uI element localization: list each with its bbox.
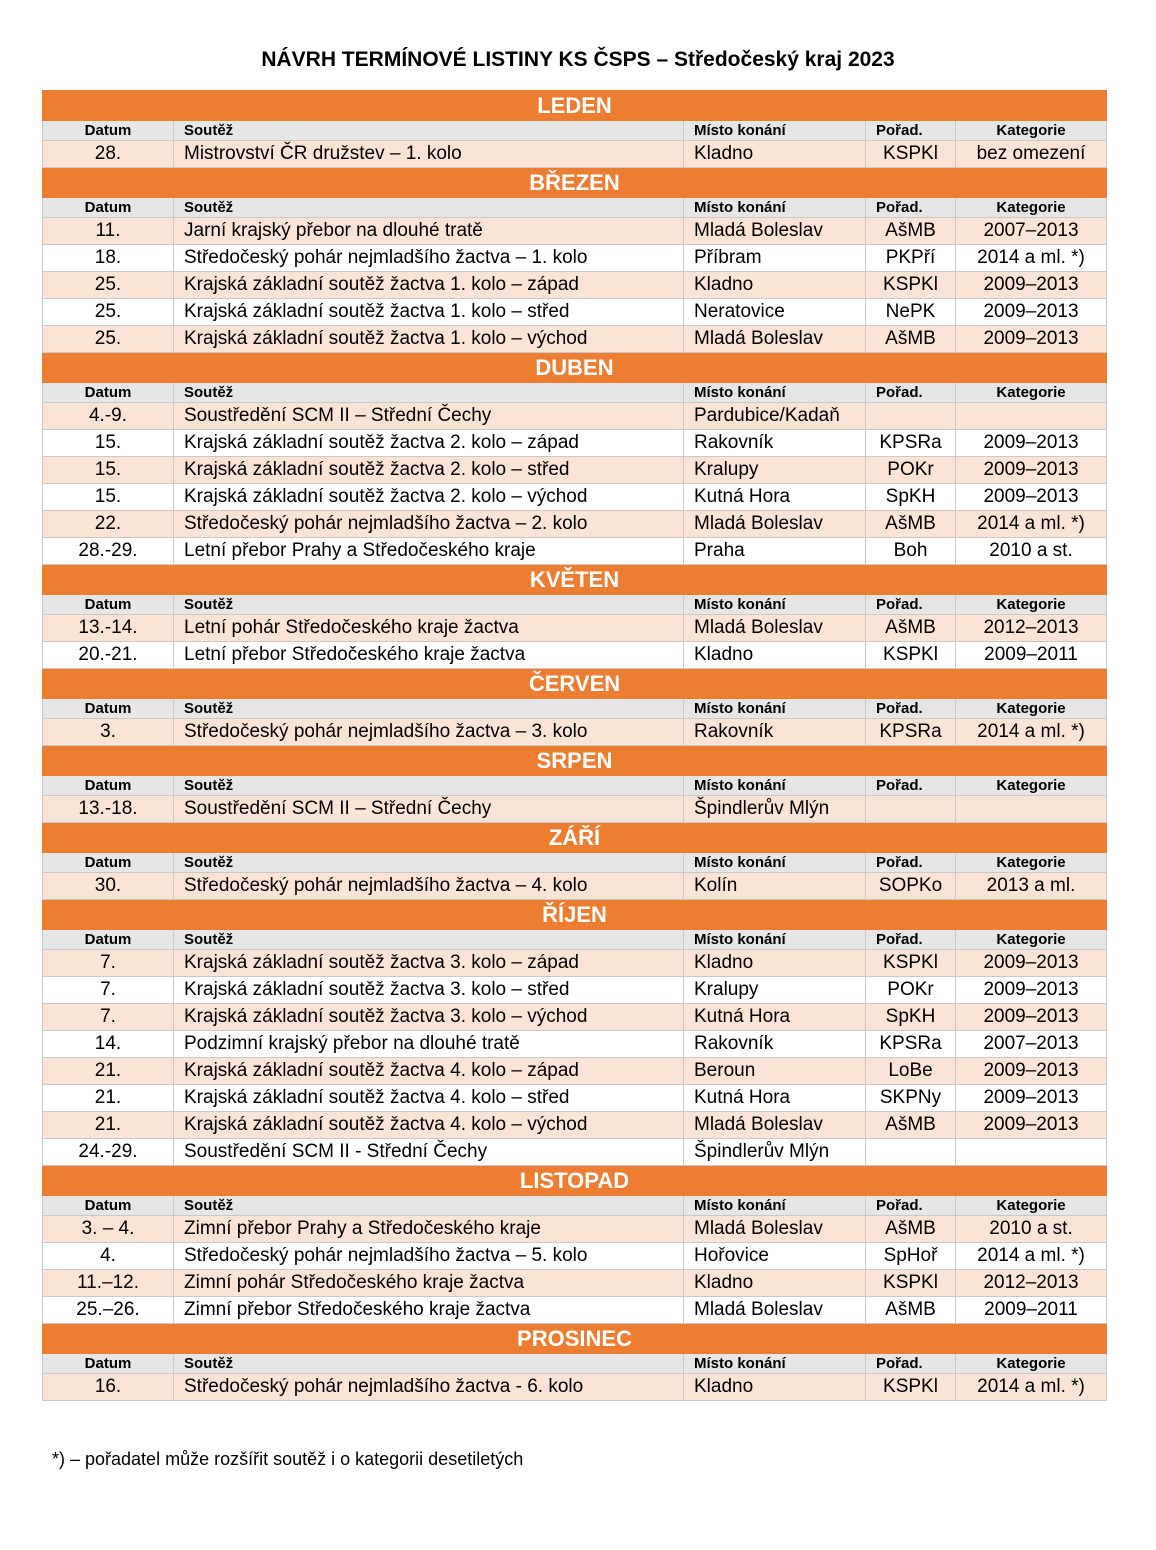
event-name: Jarní krajský přebor na dlouhé tratě [174, 218, 684, 245]
event-category: 2010 a st. [956, 1216, 1107, 1243]
event-name: Středočeský pohár nejmladšího žactva – 3. kolo [174, 719, 684, 746]
event-name: Podzimní krajský přebor na dlouhé tratě [174, 1031, 684, 1058]
event-place: Mladá Boleslav [684, 1112, 866, 1139]
event-place: Beroun [684, 1058, 866, 1085]
event-place: Kralupy [684, 457, 866, 484]
event-name: Zimní pohár Středočeského kraje žactva [174, 1270, 684, 1297]
month-name: ŘÍJEN [43, 900, 1107, 930]
column-header-event: Soutěž [174, 776, 684, 796]
table-row [43, 218, 1107, 245]
column-header-date: Datum [43, 595, 174, 615]
event-place: Mladá Boleslav [684, 326, 866, 353]
event-organizer: AšMB [866, 218, 956, 245]
event-category: bez omezení [956, 141, 1107, 168]
month-name: PROSINEC [43, 1324, 1107, 1354]
table-row [43, 430, 1107, 457]
event-name: Letní přebor Středočeského kraje žactva [174, 642, 684, 669]
column-header-row [43, 1354, 1107, 1374]
table-row [43, 1270, 1107, 1297]
event-organizer: KSPKl [866, 642, 956, 669]
column-header-organizer: Pořad. [866, 1354, 956, 1374]
column-header-category: Kategorie [956, 383, 1107, 403]
event-date: 25. [43, 272, 174, 299]
month-name: LEDEN [43, 91, 1107, 121]
month-header-row [43, 91, 1107, 121]
column-header-date: Datum [43, 1354, 174, 1374]
table-row [43, 1297, 1107, 1324]
column-header-organizer: Pořad. [866, 776, 956, 796]
event-place: Kladno [684, 1270, 866, 1297]
month-header-row [43, 565, 1107, 595]
event-place: Kutná Hora [684, 484, 866, 511]
event-category: 2014 a ml. *) [956, 245, 1107, 272]
month-name: KVĚTEN [43, 565, 1107, 595]
event-place: Praha [684, 538, 866, 565]
event-place: Kladno [684, 1374, 866, 1401]
table-row [43, 1374, 1107, 1401]
event-date: 21. [43, 1058, 174, 1085]
column-header-organizer: Pořad. [866, 699, 956, 719]
table-row [43, 511, 1107, 538]
event-date: 21. [43, 1112, 174, 1139]
event-organizer: KSPKl [866, 1374, 956, 1401]
column-header-organizer: Pořad. [866, 198, 956, 218]
event-date: 18. [43, 245, 174, 272]
column-header-category: Kategorie [956, 776, 1107, 796]
event-organizer [866, 403, 956, 430]
event-category: 2013 a ml. [956, 873, 1107, 900]
column-header-category: Kategorie [956, 595, 1107, 615]
event-category: 2009–2011 [956, 642, 1107, 669]
event-organizer: PKPří [866, 245, 956, 272]
column-header-event: Soutěž [174, 383, 684, 403]
event-name: Krajská základní soutěž žactva 1. kolo – střed [174, 299, 684, 326]
event-place: Hořovice [684, 1243, 866, 1270]
event-date: 15. [43, 484, 174, 511]
column-header-date: Datum [43, 121, 174, 141]
event-date: 14. [43, 1031, 174, 1058]
column-header-place: Místo konání [684, 699, 866, 719]
column-header-organizer: Pořad. [866, 595, 956, 615]
month-header-row [43, 746, 1107, 776]
column-header-event: Soutěž [174, 595, 684, 615]
table-row [43, 950, 1107, 977]
event-date: 4. [43, 1243, 174, 1270]
event-category: 2014 a ml. *) [956, 1374, 1107, 1401]
column-header-row [43, 1196, 1107, 1216]
event-place: Kolín [684, 873, 866, 900]
event-organizer: AšMB [866, 615, 956, 642]
event-place: Mladá Boleslav [684, 1216, 866, 1243]
event-category: 2009–2013 [956, 1058, 1107, 1085]
event-category: 2009–2013 [956, 1004, 1107, 1031]
event-place: Neratovice [684, 299, 866, 326]
event-name: Krajská základní soutěž žactva 2. kolo – střed [174, 457, 684, 484]
column-header-organizer: Pořad. [866, 853, 956, 873]
event-name: Zimní přebor Prahy a Středočeského kraje [174, 1216, 684, 1243]
event-date: 3. [43, 719, 174, 746]
event-date: 7. [43, 977, 174, 1004]
column-header-category: Kategorie [956, 853, 1107, 873]
event-organizer: AšMB [866, 1112, 956, 1139]
event-organizer: SpKH [866, 1004, 956, 1031]
column-header-date: Datum [43, 198, 174, 218]
event-place: Mladá Boleslav [684, 218, 866, 245]
column-header-organizer: Pořad. [866, 383, 956, 403]
event-date: 24.-29. [43, 1139, 174, 1166]
table-row [43, 272, 1107, 299]
event-category [956, 796, 1107, 823]
event-organizer: POKr [866, 457, 956, 484]
event-name: Soustředění SCM II – Střední Čechy [174, 796, 684, 823]
event-place: Kladno [684, 141, 866, 168]
month-name: BŘEZEN [43, 168, 1107, 198]
event-date: 15. [43, 430, 174, 457]
event-organizer: KPSRa [866, 719, 956, 746]
event-category: 2009–2013 [956, 977, 1107, 1004]
event-category: 2009–2013 [956, 1085, 1107, 1112]
event-organizer: AšMB [866, 1216, 956, 1243]
event-organizer: AšMB [866, 1297, 956, 1324]
schedule-body [43, 91, 1107, 1401]
column-header-category: Kategorie [956, 699, 1107, 719]
column-header-row [43, 699, 1107, 719]
column-header-row [43, 198, 1107, 218]
table-row [43, 1004, 1107, 1031]
table-row [43, 245, 1107, 272]
event-category: 2009–2013 [956, 484, 1107, 511]
event-name: Středočeský pohár nejmladšího žactva – 5. kolo [174, 1243, 684, 1270]
event-name: Krajská základní soutěž žactva 3. kolo – střed [174, 977, 684, 1004]
event-organizer [866, 796, 956, 823]
event-organizer: KSPKl [866, 141, 956, 168]
table-row [43, 326, 1107, 353]
month-header-row [43, 1324, 1107, 1354]
event-date: 7. [43, 1004, 174, 1031]
month-name: ZÁŘÍ [43, 823, 1107, 853]
event-organizer: SKPNy [866, 1085, 956, 1112]
table-row [43, 484, 1107, 511]
column-header-place: Místo konání [684, 1196, 866, 1216]
event-name: Mistrovství ČR družstev – 1. kolo [174, 141, 684, 168]
column-header-row [43, 776, 1107, 796]
event-organizer: LoBe [866, 1058, 956, 1085]
event-category: 2012–2013 [956, 615, 1107, 642]
table-row [43, 403, 1107, 430]
event-place: Kladno [684, 272, 866, 299]
column-header-date: Datum [43, 383, 174, 403]
event-place: Rakovník [684, 430, 866, 457]
event-name: Soustředění SCM II - Střední Čechy [174, 1139, 684, 1166]
table-row [43, 141, 1107, 168]
event-place: Špindlerův Mlýn [684, 1139, 866, 1166]
column-header-category: Kategorie [956, 930, 1107, 950]
table-row [43, 457, 1107, 484]
event-organizer: POKr [866, 977, 956, 1004]
column-header-place: Místo konání [684, 383, 866, 403]
event-date: 21. [43, 1085, 174, 1112]
column-header-row [43, 383, 1107, 403]
event-place: Kladno [684, 642, 866, 669]
event-name: Krajská základní soutěž žactva 2. kolo – západ [174, 430, 684, 457]
event-place: Kralupy [684, 977, 866, 1004]
event-category: 2007–2013 [956, 1031, 1107, 1058]
column-header-row [43, 595, 1107, 615]
table-row [43, 299, 1107, 326]
event-organizer: AšMB [866, 511, 956, 538]
event-date: 30. [43, 873, 174, 900]
table-row [43, 1112, 1107, 1139]
event-date: 16. [43, 1374, 174, 1401]
month-name: DUBEN [43, 353, 1107, 383]
table-row [43, 873, 1107, 900]
event-place: Špindlerův Mlýn [684, 796, 866, 823]
event-category: 2012–2013 [956, 1270, 1107, 1297]
event-date: 3. – 4. [43, 1216, 174, 1243]
event-place: Příbram [684, 245, 866, 272]
event-name: Krajská základní soutěž žactva 1. kolo – západ [174, 272, 684, 299]
event-organizer [866, 1139, 956, 1166]
table-row [43, 1058, 1107, 1085]
column-header-place: Místo konání [684, 930, 866, 950]
month-header-row [43, 900, 1107, 930]
column-header-category: Kategorie [956, 121, 1107, 141]
event-organizer: SOPKo [866, 873, 956, 900]
event-place: Mladá Boleslav [684, 615, 866, 642]
event-organizer: KPSRa [866, 1031, 956, 1058]
event-category: 2009–2013 [956, 272, 1107, 299]
event-place: Kutná Hora [684, 1004, 866, 1031]
event-date: 25.–26. [43, 1297, 174, 1324]
event-date: 7. [43, 950, 174, 977]
event-category: 2007–2013 [956, 218, 1107, 245]
column-header-row [43, 853, 1107, 873]
event-category: 2009–2013 [956, 1112, 1107, 1139]
column-header-place: Místo konání [684, 121, 866, 141]
schedule-table [42, 90, 1107, 1401]
column-header-organizer: Pořad. [866, 121, 956, 141]
event-category: 2014 a ml. *) [956, 719, 1107, 746]
event-name: Zimní přebor Středočeského kraje žactva [174, 1297, 684, 1324]
event-name: Krajská základní soutěž žactva 3. kolo – východ [174, 1004, 684, 1031]
event-date: 22. [43, 511, 174, 538]
column-header-category: Kategorie [956, 198, 1107, 218]
event-date: 20.-21. [43, 642, 174, 669]
event-organizer: NePK [866, 299, 956, 326]
event-category: 2009–2013 [956, 457, 1107, 484]
event-organizer: KPSRa [866, 430, 956, 457]
column-header-date: Datum [43, 699, 174, 719]
event-date: 25. [43, 299, 174, 326]
column-header-date: Datum [43, 776, 174, 796]
column-header-event: Soutěž [174, 1196, 684, 1216]
event-name: Středočeský pohár nejmladšího žactva – 4. kolo [174, 873, 684, 900]
footnote: *) – pořadatel může rozšířit soutěž i o kategorii desetiletých [52, 1449, 524, 1469]
event-place: Rakovník [684, 1031, 866, 1058]
table-row [43, 977, 1107, 1004]
event-name: Krajská základní soutěž žactva 4. kolo – východ [174, 1112, 684, 1139]
event-category: 2009–2013 [956, 326, 1107, 353]
column-header-event: Soutěž [174, 930, 684, 950]
column-header-date: Datum [43, 930, 174, 950]
event-organizer: KSPKl [866, 1270, 956, 1297]
column-header-event: Soutěž [174, 853, 684, 873]
event-organizer: AšMB [866, 326, 956, 353]
event-name: Středočeský pohár nejmladšího žactva – 2. kolo [174, 511, 684, 538]
event-place: Mladá Boleslav [684, 511, 866, 538]
month-name: LISTOPAD [43, 1166, 1107, 1196]
column-header-place: Místo konání [684, 198, 866, 218]
event-date: 28. [43, 141, 174, 168]
event-name: Letní pohár Středočeského kraje žactva [174, 615, 684, 642]
event-organizer: SpHoř [866, 1243, 956, 1270]
event-date: 25. [43, 326, 174, 353]
event-name: Krajská základní soutěž žactva 2. kolo – východ [174, 484, 684, 511]
table-row [43, 796, 1107, 823]
table-row [43, 1085, 1107, 1112]
event-place: Mladá Boleslav [684, 1297, 866, 1324]
table-row [43, 642, 1107, 669]
event-name: Soustředění SCM II – Střední Čechy [174, 403, 684, 430]
table-row [43, 1031, 1107, 1058]
page-title: NÁVRH TERMÍNOVÉ LISTINY KS ČSPS – Středočeský kraj 2023 [261, 48, 895, 71]
event-category: 2009–2013 [956, 950, 1107, 977]
table-row [43, 719, 1107, 746]
event-place: Rakovník [684, 719, 866, 746]
event-place: Kladno [684, 950, 866, 977]
event-category [956, 1139, 1107, 1166]
column-header-place: Místo konání [684, 853, 866, 873]
column-header-event: Soutěž [174, 198, 684, 218]
event-date: 13.-14. [43, 615, 174, 642]
month-header-row [43, 669, 1107, 699]
month-name: SRPEN [43, 746, 1107, 776]
event-date: 11.–12. [43, 1270, 174, 1297]
column-header-event: Soutěž [174, 121, 684, 141]
column-header-event: Soutěž [174, 699, 684, 719]
event-date: 13.-18. [43, 796, 174, 823]
event-name: Krajská základní soutěž žactva 4. kolo – západ [174, 1058, 684, 1085]
column-header-place: Místo konání [684, 776, 866, 796]
column-header-row [43, 930, 1107, 950]
event-category: 2009–2011 [956, 1297, 1107, 1324]
event-date: 4.-9. [43, 403, 174, 430]
column-header-date: Datum [43, 853, 174, 873]
event-place: Pardubice/Kadaň [684, 403, 866, 430]
event-category: 2010 a st. [956, 538, 1107, 565]
month-name: ČERVEN [43, 669, 1107, 699]
event-category: 2014 a ml. *) [956, 511, 1107, 538]
event-category: 2009–2013 [956, 299, 1107, 326]
month-header-row [43, 353, 1107, 383]
event-category: 2009–2013 [956, 430, 1107, 457]
month-header-row [43, 1166, 1107, 1196]
event-name: Krajská základní soutěž žactva 3. kolo – západ [174, 950, 684, 977]
table-row [43, 1243, 1107, 1270]
event-name: Letní přebor Prahy a Středočeského kraje [174, 538, 684, 565]
month-header-row [43, 823, 1107, 853]
column-header-category: Kategorie [956, 1354, 1107, 1374]
event-organizer: KSPKl [866, 272, 956, 299]
event-name: Krajská základní soutěž žactva 1. kolo – východ [174, 326, 684, 353]
table-row [43, 615, 1107, 642]
event-category [956, 403, 1107, 430]
event-place: Kutná Hora [684, 1085, 866, 1112]
event-organizer: KSPKl [866, 950, 956, 977]
column-header-place: Místo konání [684, 595, 866, 615]
event-category: 2014 a ml. *) [956, 1243, 1107, 1270]
month-header-row [43, 168, 1107, 198]
event-date: 11. [43, 218, 174, 245]
column-header-category: Kategorie [956, 1196, 1107, 1216]
table-row [43, 1139, 1107, 1166]
event-date: 15. [43, 457, 174, 484]
event-name: Středočeský pohár nejmladšího žactva - 6. kolo [174, 1374, 684, 1401]
event-date: 28.-29. [43, 538, 174, 565]
event-organizer: Boh [866, 538, 956, 565]
event-organizer: SpKH [866, 484, 956, 511]
column-header-row [43, 121, 1107, 141]
column-header-date: Datum [43, 1196, 174, 1216]
event-name: Krajská základní soutěž žactva 4. kolo – střed [174, 1085, 684, 1112]
event-name: Středočeský pohár nejmladšího žactva – 1. kolo [174, 245, 684, 272]
column-header-place: Místo konání [684, 1354, 866, 1374]
column-header-event: Soutěž [174, 1354, 684, 1374]
column-header-organizer: Pořad. [866, 930, 956, 950]
table-row [43, 1216, 1107, 1243]
column-header-organizer: Pořad. [866, 1196, 956, 1216]
table-row [43, 538, 1107, 565]
